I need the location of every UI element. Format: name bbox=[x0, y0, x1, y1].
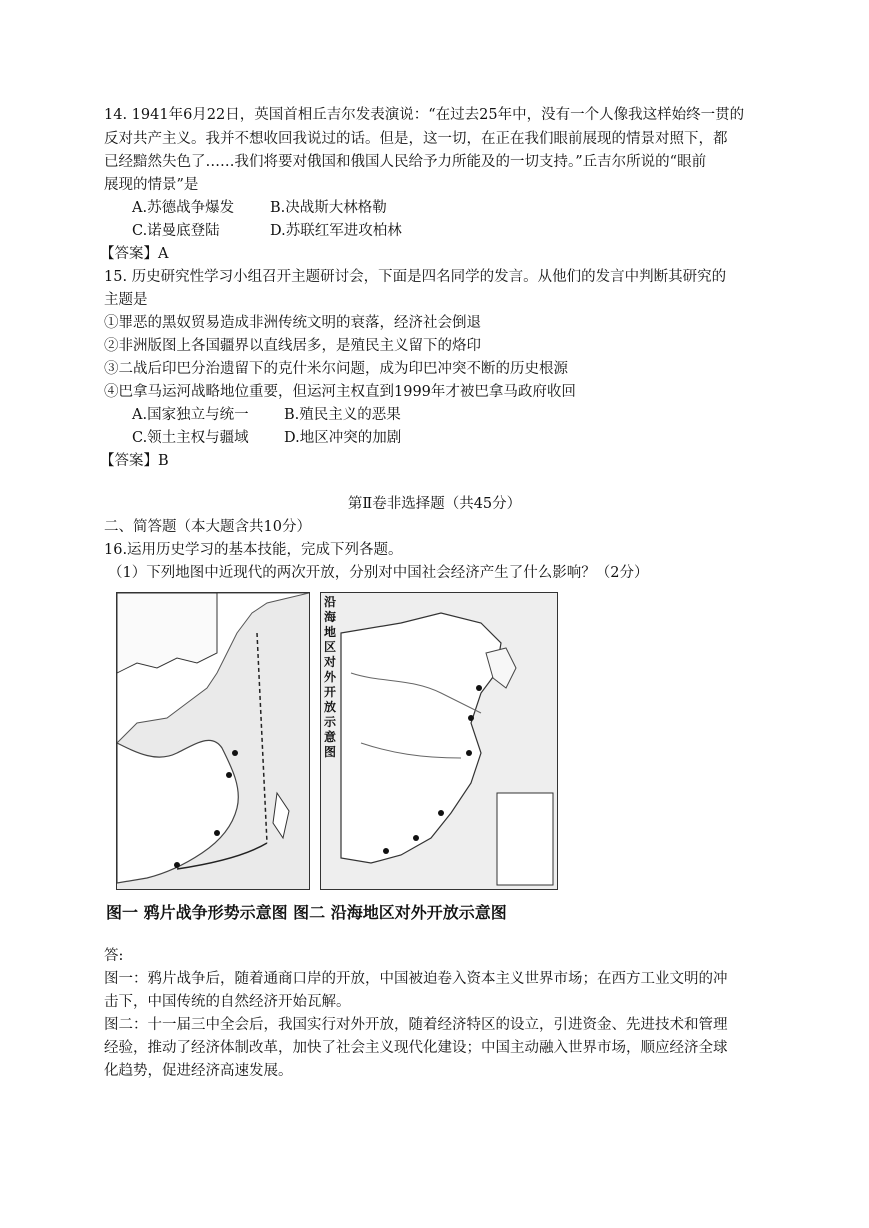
q14-answer: 【答案】A bbox=[100, 246, 169, 262]
q16-sub-question-1: （1）下列地图中近现代的两次开放，分别对中国社会经济产生了什么影响？（2分） bbox=[108, 565, 649, 581]
q16-answer-line-1: 图一：鸦片战争后，随着通商口岸的开放，中国被迫卷入资本主义世界市场；在西方工业文明的冲 bbox=[104, 971, 728, 987]
q16-answer-line-2: 击下，中国传统的自然经济开始瓦解。 bbox=[104, 994, 351, 1010]
q16-stem: 16.运用历史学习的基本技能，完成下列各题。 bbox=[104, 542, 403, 558]
section-title: 第Ⅱ卷非选择题（共45分） bbox=[347, 496, 522, 512]
q15-option-d: D.地区冲突的加剧 bbox=[284, 430, 402, 446]
q14-options-row-2 bbox=[132, 220, 402, 242]
q14-option-b: B.决战斯大林格勒 bbox=[270, 200, 387, 216]
q14-stem-line-2: 反对共产主义。我并不想收回我说过的话。但是，这一切，在正在我们眼前展现的情景对照下，都 bbox=[104, 131, 728, 147]
q15-options-row-2 bbox=[132, 427, 401, 449]
q15-stem-line-2: 主题是 bbox=[104, 292, 148, 308]
q14-stem-line-4: 展现的情景”是 bbox=[104, 177, 199, 193]
q15-option-c: C.领土主权与疆域 bbox=[132, 430, 249, 446]
q15-answer: 【答案】B bbox=[100, 453, 169, 469]
q16-answer-line-4: 经验，推动了经济体制改革，加快了社会主义现代化建设；中国主动融入世界市场，顺应经济全球 bbox=[104, 1040, 728, 1056]
q15-statement-2: ②非洲版图上各国疆界以直线居多，是殖民主义留下的烙印 bbox=[104, 338, 481, 354]
q15-statement-1: ①罪恶的黑奴贸易造成非洲传统文明的衰落，经济社会倒退 bbox=[104, 315, 481, 331]
q15-stem-line-1: 15. 历史研究性学习小组召开主题研讨会，下面是四名同学的发言。从他们的发言中判断其研究的 bbox=[104, 269, 727, 285]
q14-stem-line-3: 已经黯然失色了……我们将要对俄国和俄国人民给予力所能及的一切支持。”丘吉尔所说的“眼前 bbox=[104, 154, 707, 170]
q16-answer-label: 答: bbox=[104, 948, 124, 964]
q14-option-d: D.苏联红军进攻柏林 bbox=[270, 223, 402, 239]
q14-option-a: A.苏德战争爆发 bbox=[132, 200, 235, 216]
maps-caption: 图一 鸦片战争形势示意图 图二 沿海地区对外开放示意图 bbox=[106, 903, 507, 922]
q15-statement-3: ③二战后印巴分治遗留下的克什米尔问题，成为印巴冲突不断的历史根源 bbox=[104, 361, 568, 377]
q14-options-row-1 bbox=[132, 197, 387, 219]
map-coastal-opening-drawing bbox=[321, 593, 557, 889]
map-coastal-opening bbox=[320, 592, 558, 890]
q15-option-a: A.国家独立与统一 bbox=[132, 407, 249, 423]
q14-option-c: C.诺曼底登陆 bbox=[132, 223, 220, 239]
map2-vertical-title: 沿海地区对外开放示意图 bbox=[323, 595, 336, 759]
maps-figure bbox=[106, 592, 562, 940]
q15-options-row-1 bbox=[132, 404, 401, 426]
map-opium-war bbox=[116, 592, 310, 890]
q16-answer-line-5: 化趋势，促进经济高速发展。 bbox=[104, 1063, 293, 1079]
q16-answer-line-3: 图二：十一届三中全会后，我国实行对外开放，随着经济特区的设立，引进资金、先进技术和管理 bbox=[104, 1017, 728, 1033]
q14-stem-line-1: 14. 1941年6月22日，英国首相丘吉尔发表演说：“在过去25年中，没有一个人像我这样始终一贯的 bbox=[104, 107, 745, 123]
q15-statement-4: ④巴拿马运河战略地位重要，但运河主权直到1999年才被巴拿马政府收回 bbox=[104, 384, 576, 400]
map-opium-war-drawing bbox=[117, 593, 309, 889]
part2-heading: 二、简答题（本大题含共10分） bbox=[104, 519, 311, 535]
q15-option-b: B.殖民主义的恶果 bbox=[284, 407, 401, 423]
